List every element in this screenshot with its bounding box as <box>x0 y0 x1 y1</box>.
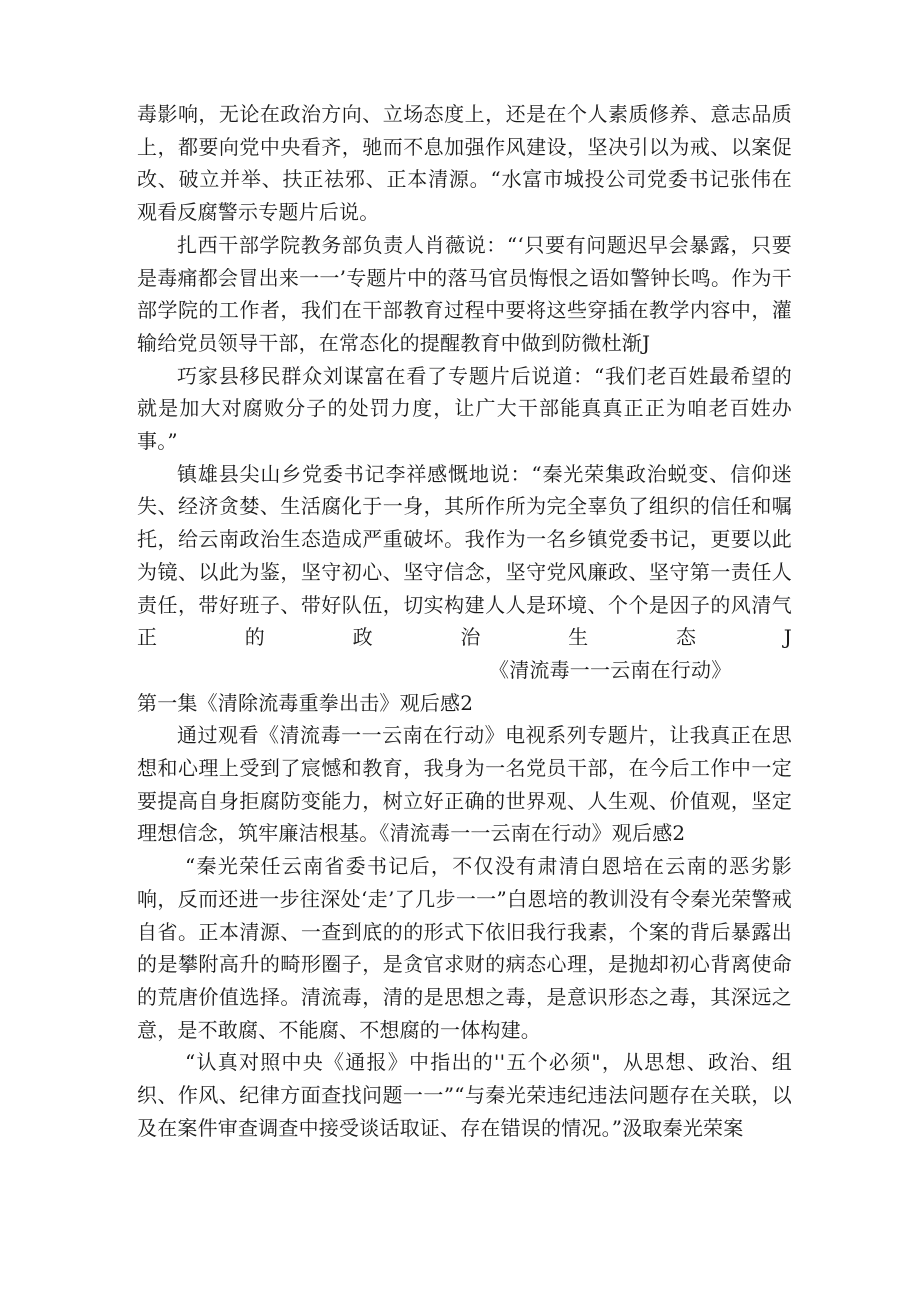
paragraph-4 <box>137 458 792 687</box>
paragraph-8: “认真对照中央《通报》中指出的''五个必须"，从思想、政治、组织、作风、纪律方面查找问题一一”“与秦光荣违纪违法问题存在关联，以及在案件审查调查中接受谈话取证、存在错误的情况。”汲取秦光荣案 <box>137 1050 792 1140</box>
document-body <box>137 98 792 1145</box>
paragraph-6: 通过观看《清流毒一一云南在行动》电视系列专题片，让我真正在思想和心理上受到了宸憾和教育，我身为一名党员干部，在今后工作中一定要提高自身拒腐防变能力，树立好正确的世界观、人生观、价值观，坚定理想信念，筑牢廉洁根基。《清流毒一一云南在行动》观后感2 <box>137 723 792 846</box>
paragraph-1: 毒影响，无论在政治方向、立场态度上，还是在个人素质修养、意志品质上，都要向党中央看齐，驰而不息加强作风建设，坚决引以为戒、以案促改、破立并举、扶正祛邪、正本清源。“水富市城投公司党委书记张伟在观看反腐警示专题片后说。 <box>137 102 792 225</box>
series-title: 《清流毒一一云南在行动》 <box>489 657 732 682</box>
paragraph-4-text: 镇雄县尖山乡党委书记李祥感慨地说：“秦光荣集政治蜕变、信仰迷失、经济贪婪、生活腐化于一身，其所作所为完全辜负了组织的信任和嘱托，给云南政治生态造成严重破坏。我作为一名乡镇党委书记，更要以此为镜、以此为鉴，坚守初心、坚守信念，坚守党风廉政、坚守第一责任人责任，带好班子、带好队伍，切实构建人人是环境、个个是因子的风清气正的政治生态J <box>137 461 792 650</box>
paragraph-5: 第一集《清除流毒重拳出击》观后感2 <box>137 690 474 715</box>
paragraph-3: 巧家县移民群众刘谋富在看了专题片后说道：“我们老百姓最希望的就是加大对腐败分子的处罚力度，让广大干部能真真正正为咱老百姓办事。” <box>137 363 792 454</box>
paragraph-2: 扎西干部学院教务部负责人肖薇说：“‘只要有问题迟早会暴露，只要是毒痛都会冒出来一一’专题片中的落马官员悔恨之语如警钟长鸣。作为干部学院的工作者，我们在干部教育过程中要将这些穿插在教学内容中，灌输给党员领导干部，在常态化的提醒教育中做到防微杜渐J <box>137 232 792 355</box>
paragraph-7: “秦光荣任云南省委书记后，不仅没有肃清白恩培在云南的恶劣影响，反而还进一步往深处‘走’了几步一一”白恩培的教训没有令秦光荣警戒自省。正本清源、一查到底的的形式下依旧我行我素，个案的背后暴露出的是攀附高升的畸形圈子，是贪官求财的病态心理，是抛却初心背离使命的荒唐价值选择。清流毒，清的是思想之毒，是意识形态之毒，其深远之意，是不敢腐、不能腐、不想腐的一体构建。 <box>137 854 792 1042</box>
